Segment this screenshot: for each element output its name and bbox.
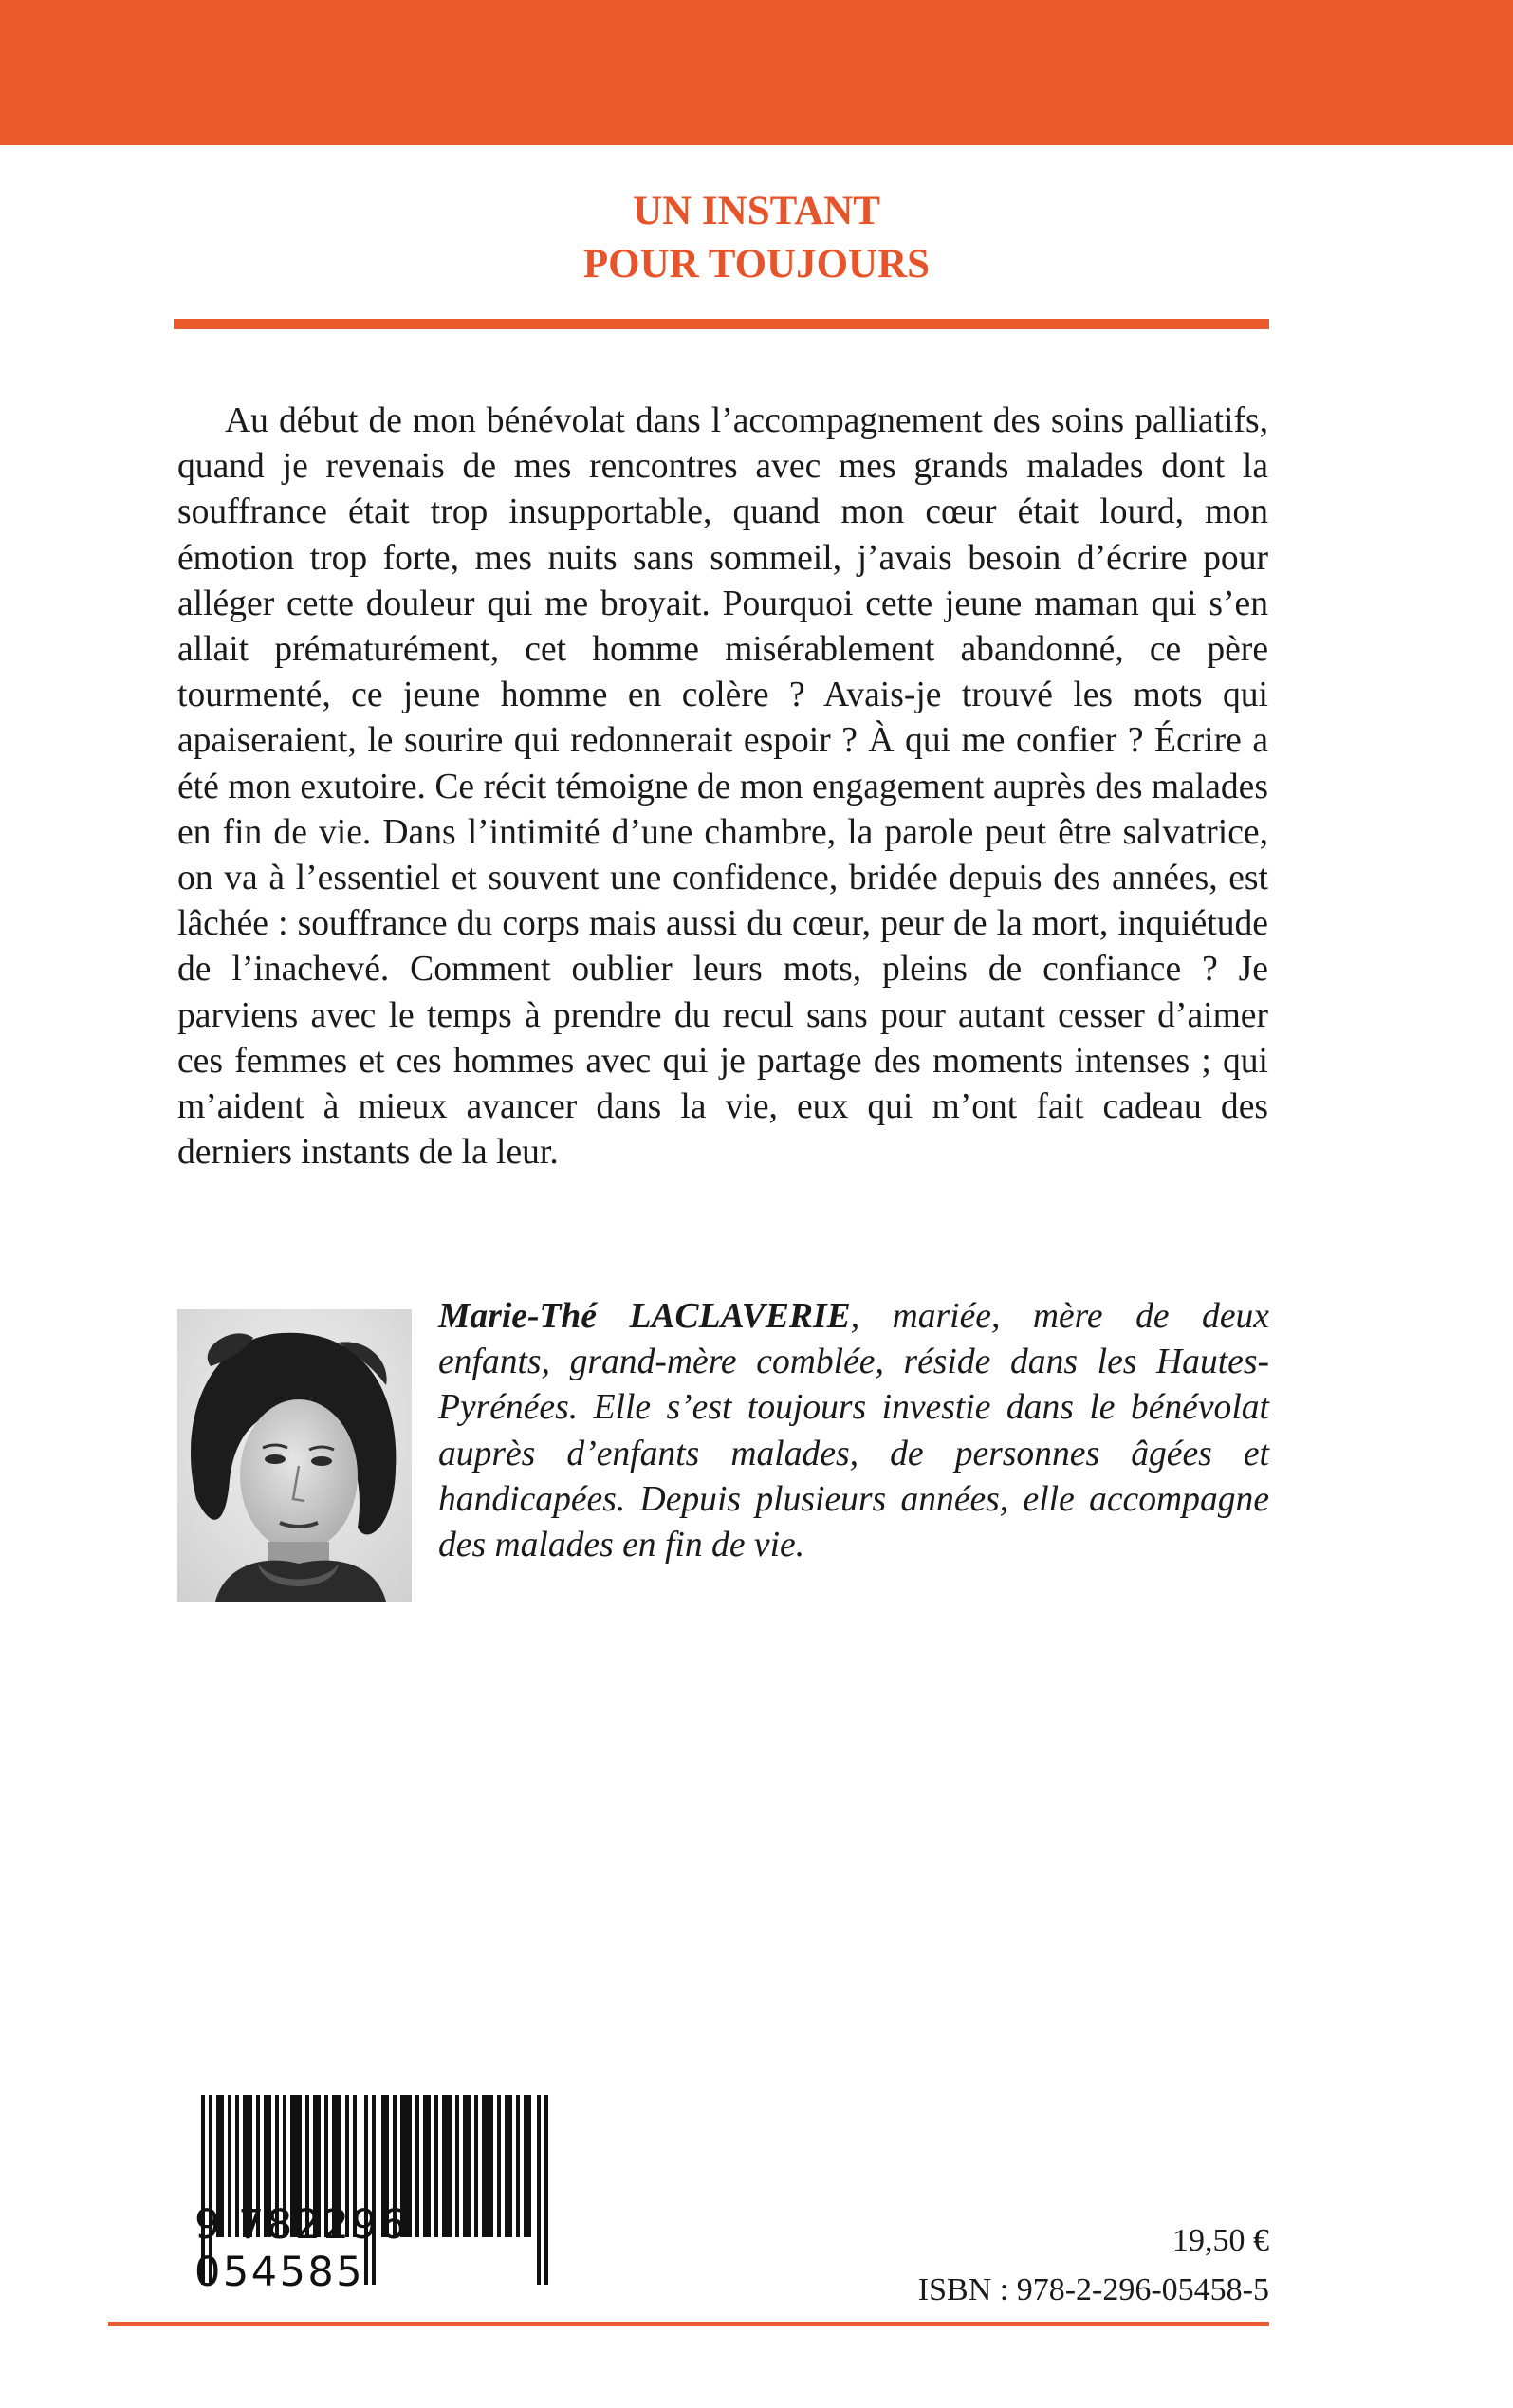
barcode-number: 9 782296 054585 [194, 2201, 409, 2296]
author-photo [177, 1309, 412, 1602]
author-name: Marie-Thé LACLAVERIE [438, 1297, 851, 1336]
bottom-divider [108, 2322, 1269, 2326]
price: 19,50 € [1172, 2223, 1269, 2258]
author-bio-text: , mariée, mère de deux enfants, grand-mère comblée, réside dans les Hautes-Pyrénées. Elle s’est toujours investie dans le bénévolat auprès d’enfants malades, de personnes âgées et handicapées. Depuis plusieurs années, elle accompagne des malades en fin de vie. [438, 1297, 1269, 1565]
author-biography [438, 1294, 1269, 1568]
book-title [0, 185, 1513, 291]
back-cover-blurb: Au début de mon bénévolat dans l’accompagnement des soins palliatifs, quand je revenais de mes rencontres avec mes grands malades dont la souffrance était trop insupportable, quand mon cœur était lourd, mon émotion trop forte, mes nuits sans sommeil, j’avais besoin d’écrire pour alléger cette douleur qui me broyait. Pourquoi cette jeune maman qui s’en allait prématurément, cet homme misérablement abandonné, ce père tourmenté, ce jeune homme en colère ? Avais-je trouvé les mots qui apaiseraient, le sourire qui redonnerait espoir ? À qui me confier ? Écrire a été mon exutoire. Ce récit témoigne de mon engagement auprès des malades en fin de vie. Dans l’intimité d’une chambre, la parole peut être salvatrice, on va à l’essentiel et souvent une confidence, bridée depuis des années, est lâchée : souffrance du corps mais aussi du cœur, peur de la mort, inquiétude de l’inachevé. Comment oublier leurs mots, pleins de confiance ? Je parviens avec le temps à prendre du recul sans pour autant cesser d’aimer ces femmes et ces hommes avec qui je partage des moments intenses ; qui m’aident à mieux avancer dans la vie, eux qui m’ont fait cadeau des derniers instants de la leur. [177, 401, 1268, 1173]
title-line-2: POUR TOUJOURS [582, 242, 931, 287]
isbn: ISBN : 978-2-296-05458-5 [917, 2272, 1269, 2307]
author-portrait-image [177, 1309, 412, 1602]
title-divider [174, 319, 1269, 329]
title-line-1: UN INSTANT [633, 189, 880, 233]
top-color-band [0, 0, 1513, 145]
